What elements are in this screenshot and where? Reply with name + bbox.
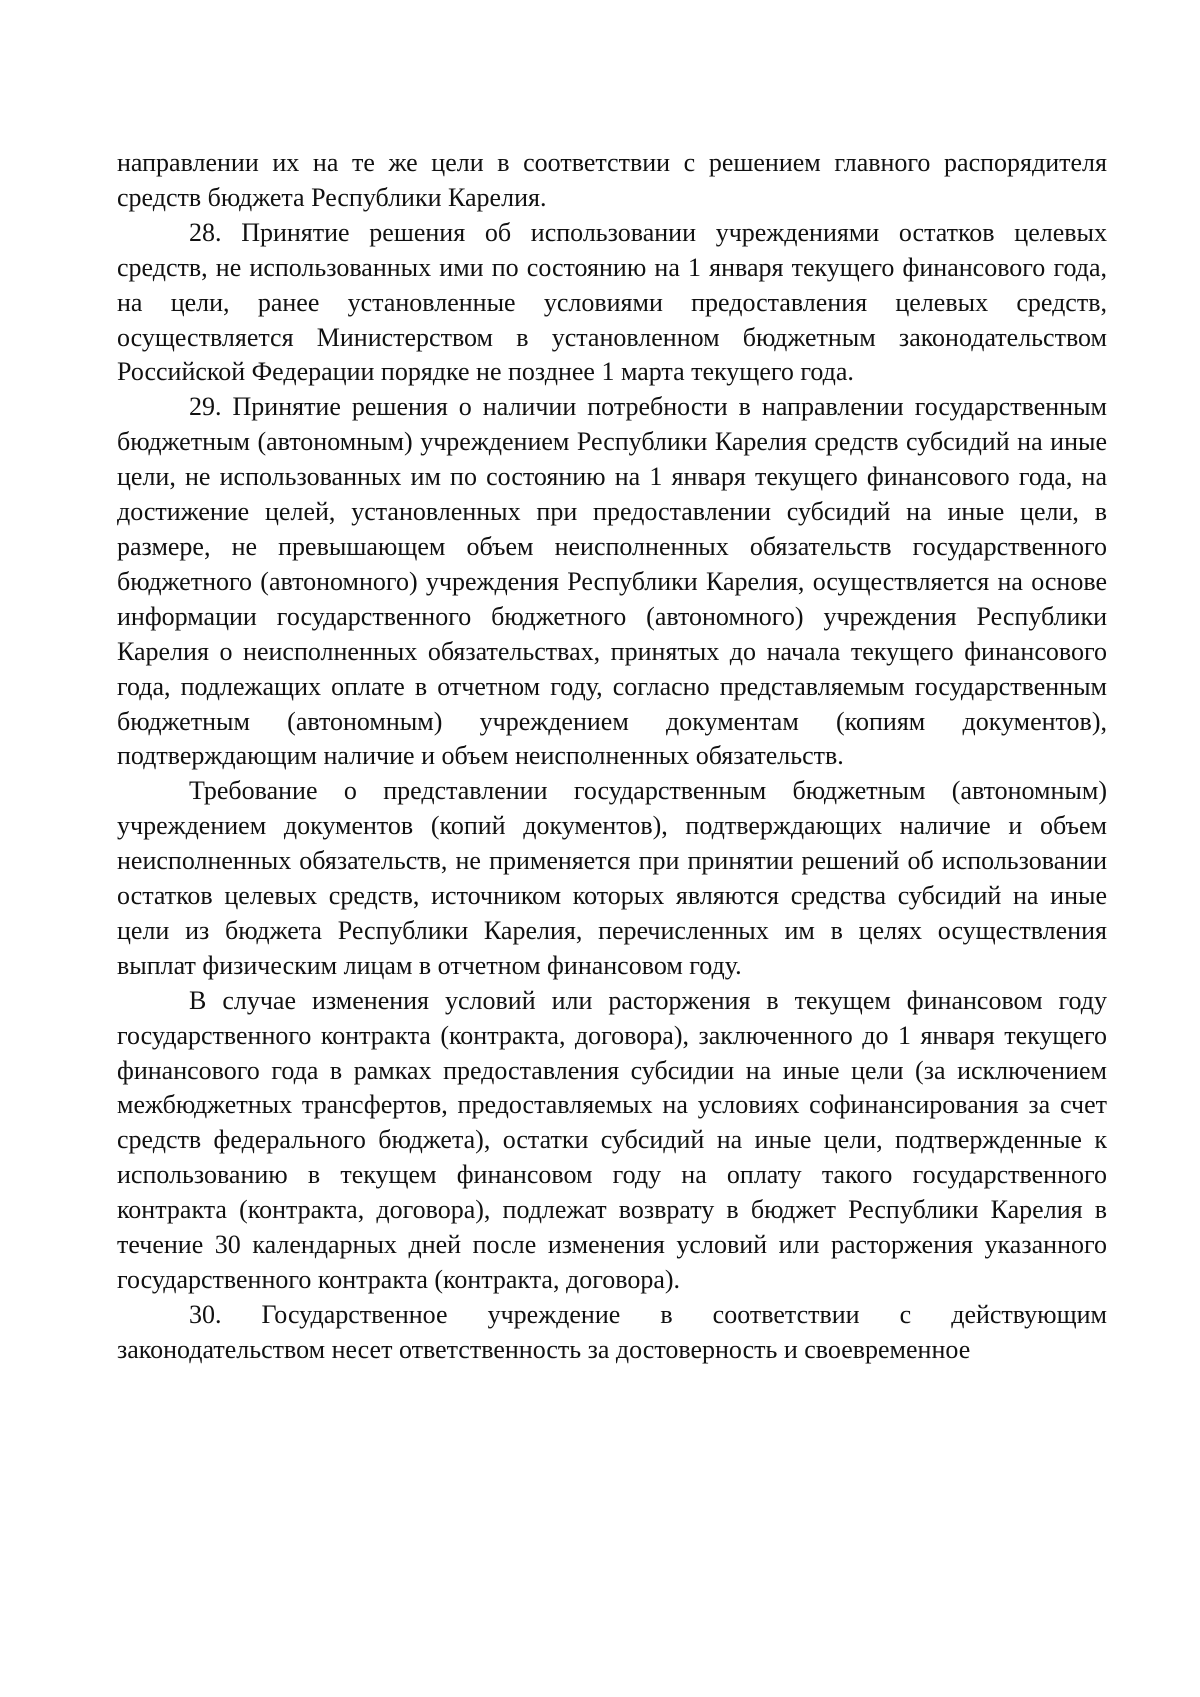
paragraph-continuation: направлении их на те же цели в соответствии с решением главного распорядителя средств бюджета Республики Карелия.	[117, 148, 1107, 212]
paragraph-28: 28. Принятие решения об использовании учреждениями остатков целевых средств, не использованных ими по состоянию на 1 января текущего финансового года, на цели, ранее установленные условиями предоставления целевых средств, осуществляется Министерством в установленном бюджетным законодательством Российской Федерации порядке не позднее 1 марта текущего года.	[117, 217, 1107, 387]
paragraph-29-requirement: Требование о представлении государственным бюджетным (автономным) учреждением документов (копий документов), подтверждающих наличие и объем неисполненных обязательств, не применяется при принятии решений об использовании остатков целевых средств, источником которых являются средства субсидий на иные цели из бюджета Республики Карелия, перечисленных им в целях осуществления выплат физическим лицам в отчетном финансовом году.	[117, 776, 1107, 980]
paragraph-29-contract-change: В случае изменения условий или расторжения в текущем финансовом году государственного контракта (контракта, договора), заключенного до 1 января текущего финансового года в рамках предоставления субсидии на иные цели (за исключением межбюджетных трансфертов, предоставляемых на условиях софинансирования за счет средств федерального бюджета), остатки субсидий на иные цели, подтвержденные к использованию в текущем финансовом году на оплату такого государственного контракта (контракта, договора), подлежат возврату в бюджет Республики Карелия в течение 30 календарных дней после изменения условий или расторжения указанного государственного контракта (контракта, договора).	[117, 985, 1107, 1294]
paragraph-29: 29. Принятие решения о наличии потребности в направлении государственным бюджетным (автономным) учреждением Республики Карелия средств субсидий на иные цели, не использованных им по состоянию на 1 января текущего финансового года, на достижение целей, установленных при предоставлении субсидий на иные цели, в размере, не превышающем объем неисполненных обязательств государственного бюджетного (автономного) учреждения Республики Карелия, осуществляется на основе информации государственного бюджетного (автономного) учреждения Республики Карелия о неисполненных обязательствах, принятых до начала текущего финансового года, подлежащих оплате в отчетном году, согласно представляемым государственным бюджетным (автономным) учреждением документам (копиям документов), подтверждающим наличие и объем неисполненных обязательств.	[117, 392, 1107, 771]
paragraph-30: 30. Государственное учреждение в соответствии с действующим законодательством несет ответственность за достоверность и своевременное	[117, 1299, 1107, 1364]
document-page	[117, 146, 1107, 1368]
